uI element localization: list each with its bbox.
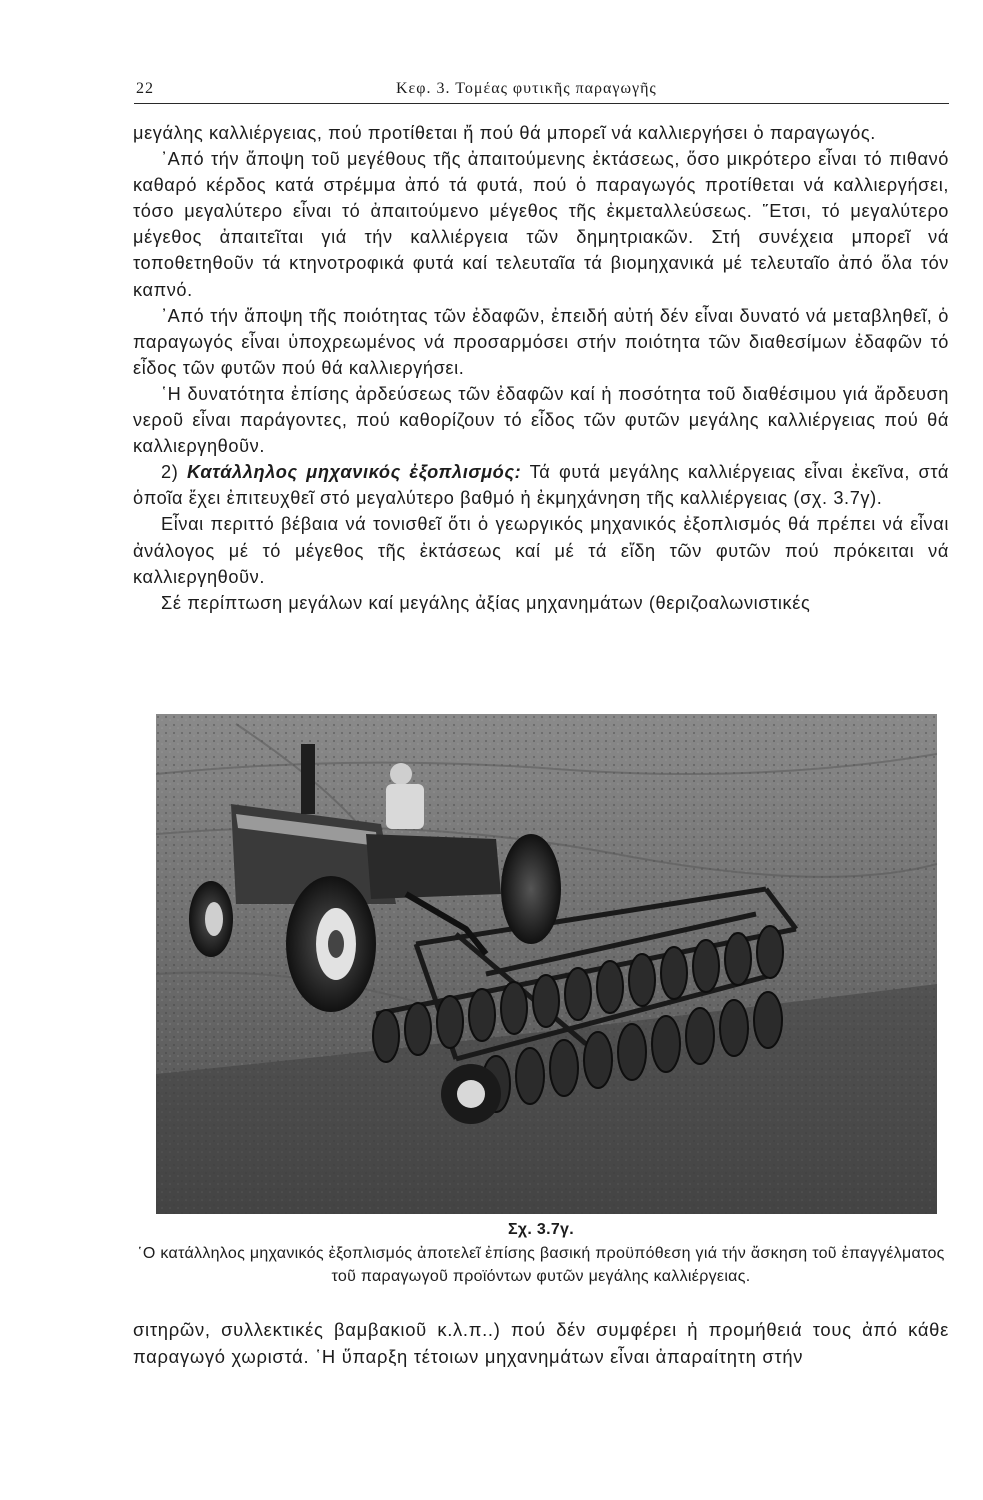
body-text	[133, 120, 949, 616]
page-number: 22	[136, 80, 154, 97]
paragraph: Σέ περίπτωση μεγάλων καί μεγάλης ἀξίας μηχανημάτων (θεριζοαλωνιστικές	[161, 592, 811, 613]
paragraph: σιτηρῶν, συλλεκτικές βαμβακιοῦ κ.λ.π..) πού δέν συμφέρει ἡ προμήθειά τους ἀπό κάθε παραγωγό χωριστά. ῾Η ὕπαρξη τέτοιων μηχανημάτων εἶναι ἀπαραίτητη στήν	[133, 1319, 949, 1367]
paragraph: Εἶναι περιττό βέβαια νά τονισθεῖ ὅτι ὁ γεωργικός μηχανικός ἐξοπλισμός θά πρέπει νά εἶναι ἀνάλογος μέ τό μέγεθος τῆς ἐκτάσεως καί μέ τά εἴδη τῶν φυτῶν πού πρόκειται νά καλλιεργηθοῦν.	[133, 514, 949, 587]
chapter-title: Κεφ. 3. Τομέας φυτικῆς παραγωγῆς	[396, 80, 657, 97]
running-head	[136, 78, 948, 102]
paragraph: ᾿Από τήν ἄποψη τοῦ μεγέθους τῆς ἀπαιτούμενης ἐκτάσεως, ὅσο μικρότερο εἶναι τό πιθανό καθαρό κέρδος κατά στρέμμα ἀπό τά φυτά, πού ὁ παραγωγός προτίθεται νά καλλιεργήσει, τόσο μεγαλύτερο εἶναι τό ἀπαιτούμενο μέγεθος τῆς ἐκμεταλλεύσεως. ῞Ετσι, τό μεγαλύτερο μέγεθος ἀπαιτεῖται γιά τήν καλλιέργεια τῶν δημητριακῶν. Στή συνέχεια μπορεῖ νά τοποθετηθοῦν τά κτηνοτροφικά φυτά καί τελευταῖα τά βιομηχανικά μέ τελευταῖο ἀπό ὅλα τόν καπνό.	[133, 149, 949, 300]
paragraph: ῾Η δυνατότητα ἐπίσης ἀρδεύσεως τῶν ἐδαφῶν καί ἡ ποσότητα τοῦ διαθέσιμου γιά ἄρδευση νεροῦ εἶναι παράγοντες, πού καθορίζουν τό εἶδος τῶν φυτῶν μεγάλης καλλιέργειας πού θά καλλιεργηθοῦν.	[133, 383, 949, 457]
paragraph-section-2	[133, 459, 949, 511]
figure-caption	[133, 1218, 949, 1288]
caption-text: ῾Ο κατάλληλος μηχανικός ἐξοπλισμός ἀποτελεῖ ἐπίσης βασική προϋπόθεση γιά τήν ἄσκηση τοῦ ἐπαγγέλματος τοῦ παραγωγοῦ προϊόντων φυτῶν μεγάλης καλλιέργειας.	[137, 1245, 945, 1285]
figure-tractor-photo	[156, 714, 937, 1214]
paragraph: μεγάλης καλλιέργειας, πού προτίθεται ἤ πού θά μπορεῖ νά καλλιεργήσει ὁ παραγωγός.	[133, 123, 876, 143]
figure-label: Σχ. 3.7γ.	[508, 1221, 574, 1238]
continuation-text	[133, 1316, 949, 1370]
section-heading: Κατάλληλος μηχανικός ἐξοπλισμός:	[186, 462, 522, 483]
section-number: 2)	[161, 462, 179, 483]
header-rule	[134, 103, 949, 104]
section-text: Τά φυτά μεγάλης καλλιέργειας εἶναι ἐκεῖνα, στά ὁποῖα ἔχει ἐπιτευχθεῖ στό μεγαλύτερο βαθμό ἡ ἐκμηχάνηση τῆς καλλιέργειας (σχ. 3.7γ).	[133, 462, 950, 509]
tractor-photo	[156, 714, 937, 1214]
paragraph: ᾿Από τήν ἄποψη τῆς ποιότητας τῶν ἐδαφῶν, ἐπειδή αὐτή δέν εἶναι δυνατό νά μεταβληθεῖ, ὁ παραγωγός εἶναι ὑποχρεωμένος νά προσαρμόσει στήν ποιότητα τῶν διαθεσίμων ἐδαφῶν τό εἶδος τῶν φυτῶν πού θά καλλιεργήσει.	[133, 305, 949, 378]
